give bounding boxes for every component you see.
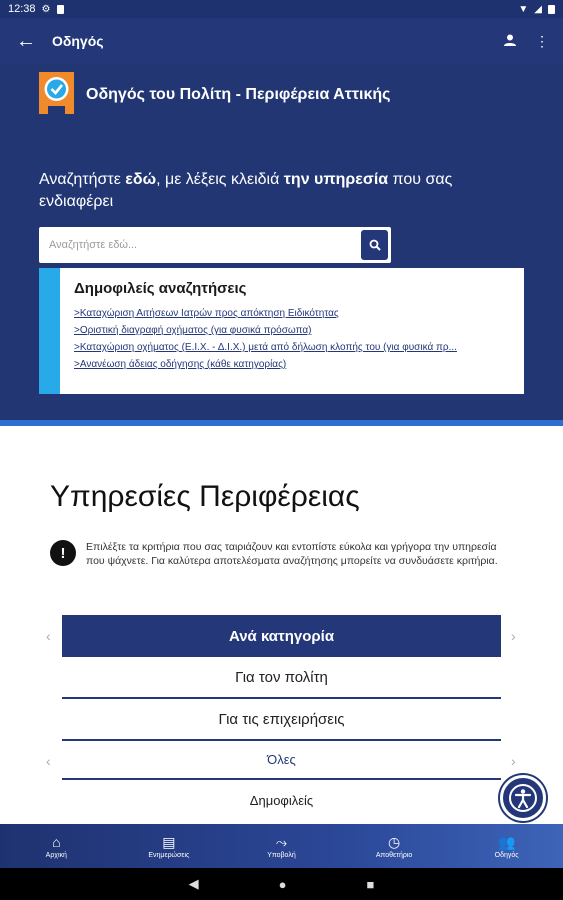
search-button[interactable] xyxy=(361,230,388,260)
popular-link[interactable]: >Καταχώριση οχήματος (Ε.Ι.Χ. - Δ.Ι.Χ.) μετά από δήλωση κλοπής του (για φυσικά πρ... xyxy=(74,342,457,353)
system-home-icon[interactable]: ● xyxy=(278,876,287,892)
nav-updates[interactable] xyxy=(113,824,226,868)
lead-part-4: την υπηρεσία xyxy=(283,171,389,188)
back-arrow-icon[interactable]: ← xyxy=(16,29,36,52)
hero-title: Οδηγός του Πολίτη - Περιφέρεια Αττικής xyxy=(86,86,391,103)
sd-card-icon xyxy=(57,5,64,14)
app-bar xyxy=(0,18,563,64)
search-input[interactable]: Αναζητήστε εδώ... xyxy=(49,239,138,251)
filter-all[interactable]: Όλες xyxy=(62,740,501,780)
services-title: Υπηρεσίες Περιφέρειας xyxy=(50,480,360,513)
nav-home[interactable] xyxy=(0,824,113,868)
chevron-right-icon[interactable]: › xyxy=(511,753,516,769)
lead-part-1: Αναζητήστε xyxy=(39,171,126,188)
lead-part-3: , με λέξεις κλειδιά xyxy=(156,171,284,188)
system-navigation xyxy=(0,868,563,900)
message-icon: ▤ xyxy=(162,833,176,850)
popular-searches-heading: Δημοφιλείς αναζητήσεις xyxy=(74,280,247,297)
settings-status-icon: ⚙ xyxy=(41,3,51,15)
accessibility-button[interactable] xyxy=(500,775,546,821)
history-icon: ◷ xyxy=(387,833,401,850)
info-alert-icon: ! xyxy=(50,540,76,566)
hero-section xyxy=(0,64,563,422)
system-back-icon[interactable]: ◀ xyxy=(188,876,199,891)
nav-submit[interactable] xyxy=(225,824,338,868)
people-icon: 👥 xyxy=(497,833,516,850)
popular-link[interactable]: >Ανανέωση άδειας οδήγησης (κάθε κατηγορίας) xyxy=(74,359,287,370)
tab-for-business[interactable]: Για τις επιχειρήσεις xyxy=(62,699,501,741)
nav-guide[interactable] xyxy=(450,824,563,868)
popular-link[interactable]: >Καταχώριση Αιτήσεων Ιατρών προς απόκτηση Ειδικότητας xyxy=(74,308,339,319)
chevron-right-icon[interactable]: › xyxy=(511,628,516,644)
status-time: 12:38 xyxy=(8,3,36,15)
nav-label: Αποθετήριο xyxy=(375,851,413,859)
services-info xyxy=(50,540,510,568)
lead-part-5: που σας ενδιαφέρει xyxy=(39,171,453,210)
nav-label: Ενημερώσεις xyxy=(148,851,190,859)
status-bar xyxy=(0,0,563,18)
home-icon: ⌂ xyxy=(52,833,61,850)
system-recents-icon[interactable]: ■ xyxy=(366,876,375,892)
wifi-icon: ▼ xyxy=(518,3,529,15)
search-icon xyxy=(369,239,381,251)
nav-label: Αρχική xyxy=(45,851,67,859)
battery-icon xyxy=(548,5,555,14)
app-bar-title: Οδηγός xyxy=(52,33,104,49)
chevron-left-icon[interactable]: ‹ xyxy=(46,753,51,769)
more-vert-icon[interactable]: ⋮ xyxy=(535,32,549,49)
accessibility-icon xyxy=(508,783,538,813)
search-field[interactable] xyxy=(39,227,391,263)
submit-icon: ⤳ xyxy=(275,833,288,850)
nav-label: Οδηγός xyxy=(494,851,519,859)
popular-searches-panel xyxy=(39,268,524,394)
filter-popular[interactable]: Δημοφιλείς xyxy=(249,792,314,808)
bottom-navigation xyxy=(0,824,563,868)
hero-divider xyxy=(0,420,563,426)
popular-link[interactable]: >Οριστική διαγραφή οχήματος (για φυσικά πρόσωπα) xyxy=(74,325,312,336)
nav-repository[interactable] xyxy=(338,824,451,868)
tab-for-citizen[interactable]: Για τον πολίτη xyxy=(62,657,501,699)
account-icon[interactable] xyxy=(503,33,517,50)
guide-logo-icon xyxy=(39,72,74,114)
lead-part-2: εδώ xyxy=(125,171,157,188)
nav-label: Υποβολή xyxy=(267,851,296,859)
hero-lead-text xyxy=(39,169,479,213)
tab-by-category[interactable]: Ανά κατηγορία xyxy=(62,615,501,657)
services-info-text: Επιλέξτε τα κριτήρια που σας ταιριάζουν και εντοπίστε εύκολα και γρήγορα την υπηρεσία που ψάχνετε. Για καλύτερα αποτελέσματα αναζήτησης μπορείτε να συνδυάσετε κριτήρια. xyxy=(86,541,498,567)
signal-icon: ◢ xyxy=(534,3,542,15)
chevron-left-icon[interactable]: ‹ xyxy=(46,628,51,644)
